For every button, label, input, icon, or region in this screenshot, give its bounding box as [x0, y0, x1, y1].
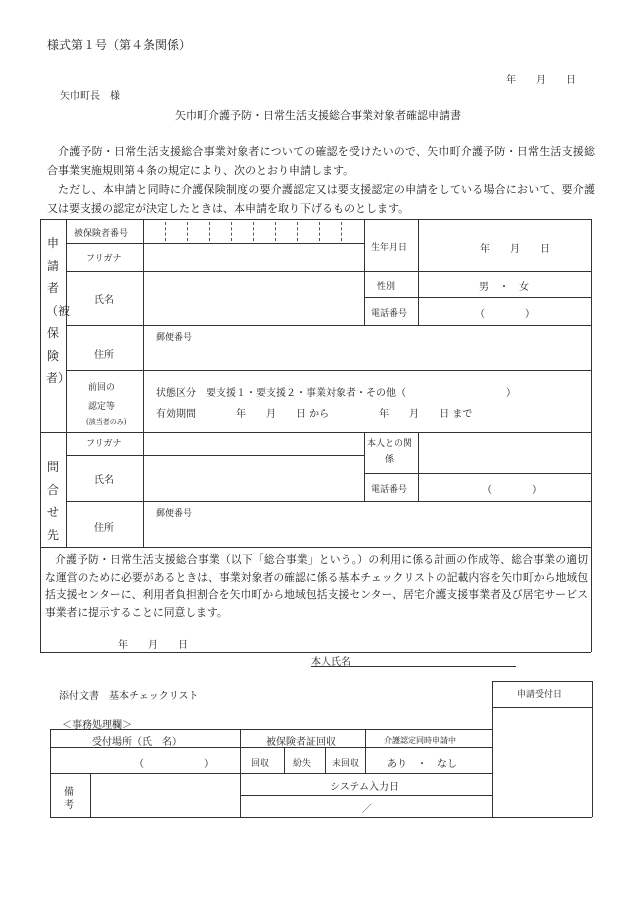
simultaneous-value[interactable]: あり ・ なし: [387, 759, 457, 770]
applicant-phone-value[interactable]: （ ）: [475, 309, 535, 320]
intro-paragraph-1: 介護予防・日常生活支援総合事業対象者についての確認を受けたいので、矢巾町介護予防・日常生活支援総合事業実施規則第４条の規定により、次のとおり申請します。: [47, 145, 595, 177]
relation-label-2: 係: [385, 455, 395, 465]
insured-number-label: 被保険者番号: [74, 229, 129, 239]
contact-address-label: 住所: [94, 523, 114, 534]
remarks-label: 備考: [64, 787, 74, 811]
contact-furigana-label: フリガナ: [86, 439, 122, 449]
system-date-label: システム入力日: [330, 782, 399, 793]
applicant-phone-label: 電話番号: [371, 309, 408, 319]
contact-side-label: 問合せ先: [46, 460, 59, 542]
contact-phone-label: 電話番号: [371, 485, 408, 495]
intro-paragraph-2: ただし、本申請と同時に介護保険制度の要介護認定又は要支援認定の申請をしている場合において、要介護又は要支援の認定が決定したときは、本申請を取り下げるものとします。: [47, 183, 595, 215]
reception-label: 受付場所（氏 名）: [92, 737, 182, 748]
previous-note: (該当者のみ): [86, 418, 127, 426]
receipt-date-field[interactable]: [493, 708, 591, 816]
applicant-address-label: 住所: [94, 350, 114, 361]
collected-option[interactable]: 回収: [251, 759, 270, 769]
card-return-label: 被保険者証回収: [266, 737, 336, 748]
applicant-name-label: 氏名: [94, 295, 114, 306]
contact-furigana-field[interactable]: [144, 433, 363, 454]
document-title: 矢巾町介護予防・日常生活支援総合事業対象者確認申請書: [175, 109, 461, 122]
sex-label: 性別: [377, 282, 396, 292]
consent-text: 介護予防・日常生活支援総合事業（以下「総合事業」という。）の利用に係る計画の作成等、総合事業の適切な運営のために必要があるときは、事業対象者の確認に係る基本チェックリストの記載内容を矢巾町から地域包括支援センターに、利用者負担割合を矢巾町から地域包括支援センター、居宅介護支援事業者及び居宅サービス事業者に提示することに同意します。: [45, 553, 588, 619]
consent-date[interactable]: 年 月 日: [118, 640, 188, 651]
previous-label-1: 前回の: [88, 383, 116, 393]
contact-name-field[interactable]: [144, 456, 363, 500]
addressee: 矢巾町長 様: [60, 91, 120, 102]
office-section-label: ＜事務処理欄＞: [62, 720, 132, 731]
remarks-field[interactable]: [91, 774, 239, 816]
receipt-date-label: 申請受付日: [517, 690, 563, 700]
status-line[interactable]: 状態区分 要支援１・要支援２・事業対象者・その他（ ）: [156, 388, 516, 399]
applicant-furigana-label: フリガナ: [86, 254, 122, 264]
contact-name-label: 氏名: [94, 475, 114, 486]
application-date: 年 月 日: [506, 75, 576, 86]
relation-field[interactable]: [419, 433, 590, 472]
insured-number-field[interactable]: [144, 220, 363, 243]
simultaneous-label: 介護認定同時申請中: [384, 736, 456, 745]
not-collected-option[interactable]: 未回収: [332, 759, 360, 769]
birthdate-value[interactable]: 年 月 日: [480, 244, 550, 255]
signature-label: 本人氏名: [311, 657, 351, 668]
contact-postal-label: 郵便番号: [156, 509, 193, 519]
applicant-furigana-field[interactable]: [144, 244, 363, 270]
birthdate-label: 生年月日: [371, 243, 408, 253]
signature-line[interactable]: [311, 666, 516, 667]
system-date-value[interactable]: ／: [362, 804, 372, 815]
reception-value[interactable]: （ ）: [134, 759, 214, 770]
contact-phone-value[interactable]: （ ）: [482, 485, 542, 496]
validity-line[interactable]: 有効期間 年 月 日 から 年 月 日 まで: [156, 409, 473, 420]
applicant-name-field[interactable]: [144, 272, 363, 324]
applicant-side-label: 申請者（被保険者）: [46, 236, 71, 385]
relation-label-1: 本人との関: [367, 439, 413, 449]
lost-option[interactable]: 紛失: [293, 759, 312, 769]
applicant-address-field[interactable]: [144, 326, 590, 369]
sex-value[interactable]: 男 ・ 女: [479, 282, 529, 293]
previous-label-2: 認定等: [88, 402, 116, 412]
applicant-postal-label: 郵便番号: [156, 333, 193, 343]
contact-address-field[interactable]: [144, 502, 590, 546]
attachment-text: 添付文書 基本チェックリスト: [59, 691, 199, 702]
form-number: 様式第１号（第４条関係）: [47, 38, 192, 52]
